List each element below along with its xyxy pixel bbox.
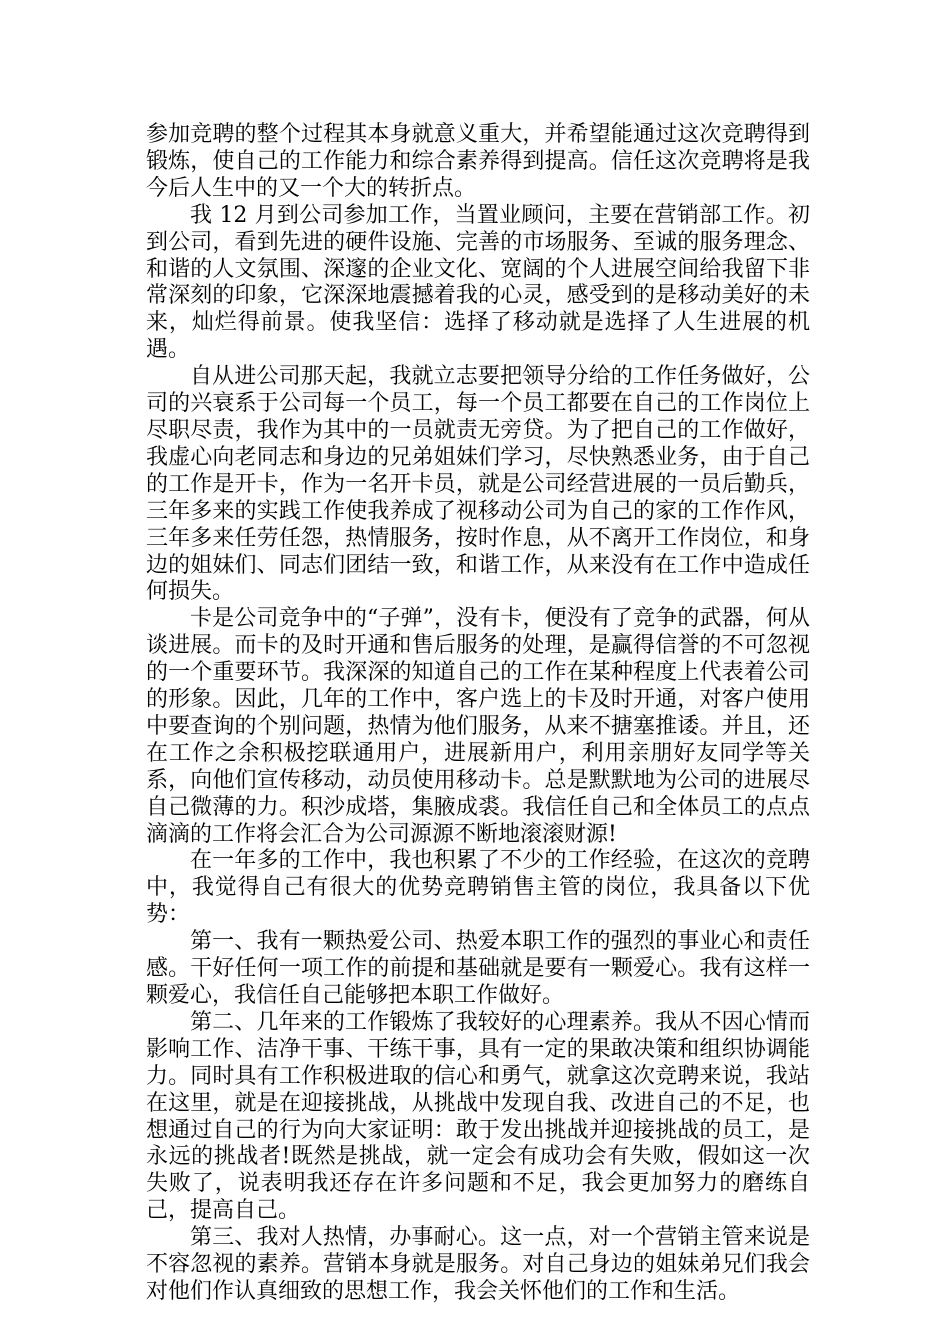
- document-body: [146, 122, 810, 1306]
- paragraph: 在一年多的工作中，我也积累了不少的工作经验，在这次的竞聘中，我觉得自己有很大的优势竞聘销售主管的岗位，我具备以下优势：: [146, 848, 810, 928]
- paragraph: 第一、我有一颗热爱公司、热爱本职工作的强烈的事业心和责任感。干好任何一项工作的前提和基础就是要有一颗爱心。我有这样一颗爱心，我信任自己能够把本职工作做好。: [146, 929, 810, 1008]
- paragraph: 卡是公司竞争中的“子弹”，没有卡，便没有了竞争的武器，何从谈进展。而卡的及时开通和售后服务的处理，是赢得信誉的不可忽视的一个重要环节。我深深的知道自己的工作在某种程度上代表着公司的形象。因此，几年的工作中，客户选上的卡及时开通，对客户使用中要查询的个别问题，热情为他们服务，从来不搪塞推诿。并且，还在工作之余积极挖联通用户，进展新用户，利用亲朋好友同学等关系，向他们宣传移动，动员使用移动卡。总是默默地为公司的进展尽自己微薄的力。积沙成塔，集腋成裘。我信任自己和全体员工的点点滴滴的工作将会汇合为公司源源不断地滚滚财源!: [146, 606, 810, 847]
- paragraph: 我 12 月到公司参加工作，当置业顾问，主要在营销部工作。初到公司，看到先进的硬件设施、完善的市场服务、至诚的服务理念、和谐的人文氛围、深邃的企业文化、宽阔的个人进展空间给我留下非常深刻的印象，它深深地震撼着我的心灵，感受到的是移动美好的未来，灿烂得前景。使我坚信：选择了移动就是选择了人生进展的机遇。: [146, 202, 810, 363]
- paragraph: 自从进公司那天起，我就立志要把领导分给的工作任务做好，公司的兴衰系于公司每一个员工，每一个员工都要在自己的工作岗位上尽职尽责，我作为其中的一员就责无旁贷。为了把自己的工作做好，我虚心向老同志和身边的兄弟姐妹们学习，尽快熟悉业务，由于自己的工作是开卡，作为一名开卡员，就是公司经营进展的一员后勤兵，三年多来的实践工作使我养成了视移动公司为自己的家的工作作风，三年多来任劳任怨，热情服务，按时作息，从不离开工作岗位，和身边的姐妹们、同志们团结一致，和谐工作，从来没有在工作中造成任何损失。: [146, 364, 810, 605]
- paragraph: 参加竞聘的整个过程其本身就意义重大，并希望能通过这次竞聘得到锻炼，使自己的工作能力和综合素养得到提高。信任这次竞聘将是我今后人生中的又一个大的转折点。: [146, 122, 810, 201]
- paragraph: 第二、几年来的工作锻炼了我较好的心理素养。我从不因心情而影响工作、洁净干事、干练干事，具有一定的果敢决策和组织协调能力。同时具有工作积极进取的信心和勇气，就拿这次竞聘来说，我站在这里，就是在迎接挑战，从挑战中发现自我、改进自己的不足，也想通过自己的行为向大家证明：敢于发出挑战并迎接挑战的员工，是永远的挑战者!既然是挑战，就一定会有成功会有失败，假如这一次失败了，说表明我还存在许多问题和不足，我会更加努力的磨练自己，提高自己。: [146, 1009, 810, 1224]
- paragraph: 第三、我对人热情，办事耐心。这一点，对一个营销主管来说是不容忽视的素养。营销本身就是服务。对自己身边的姐妹弟兄们我会对他们作认真细致的思想工作，我会关怀他们的工作和生活。: [146, 1225, 810, 1304]
